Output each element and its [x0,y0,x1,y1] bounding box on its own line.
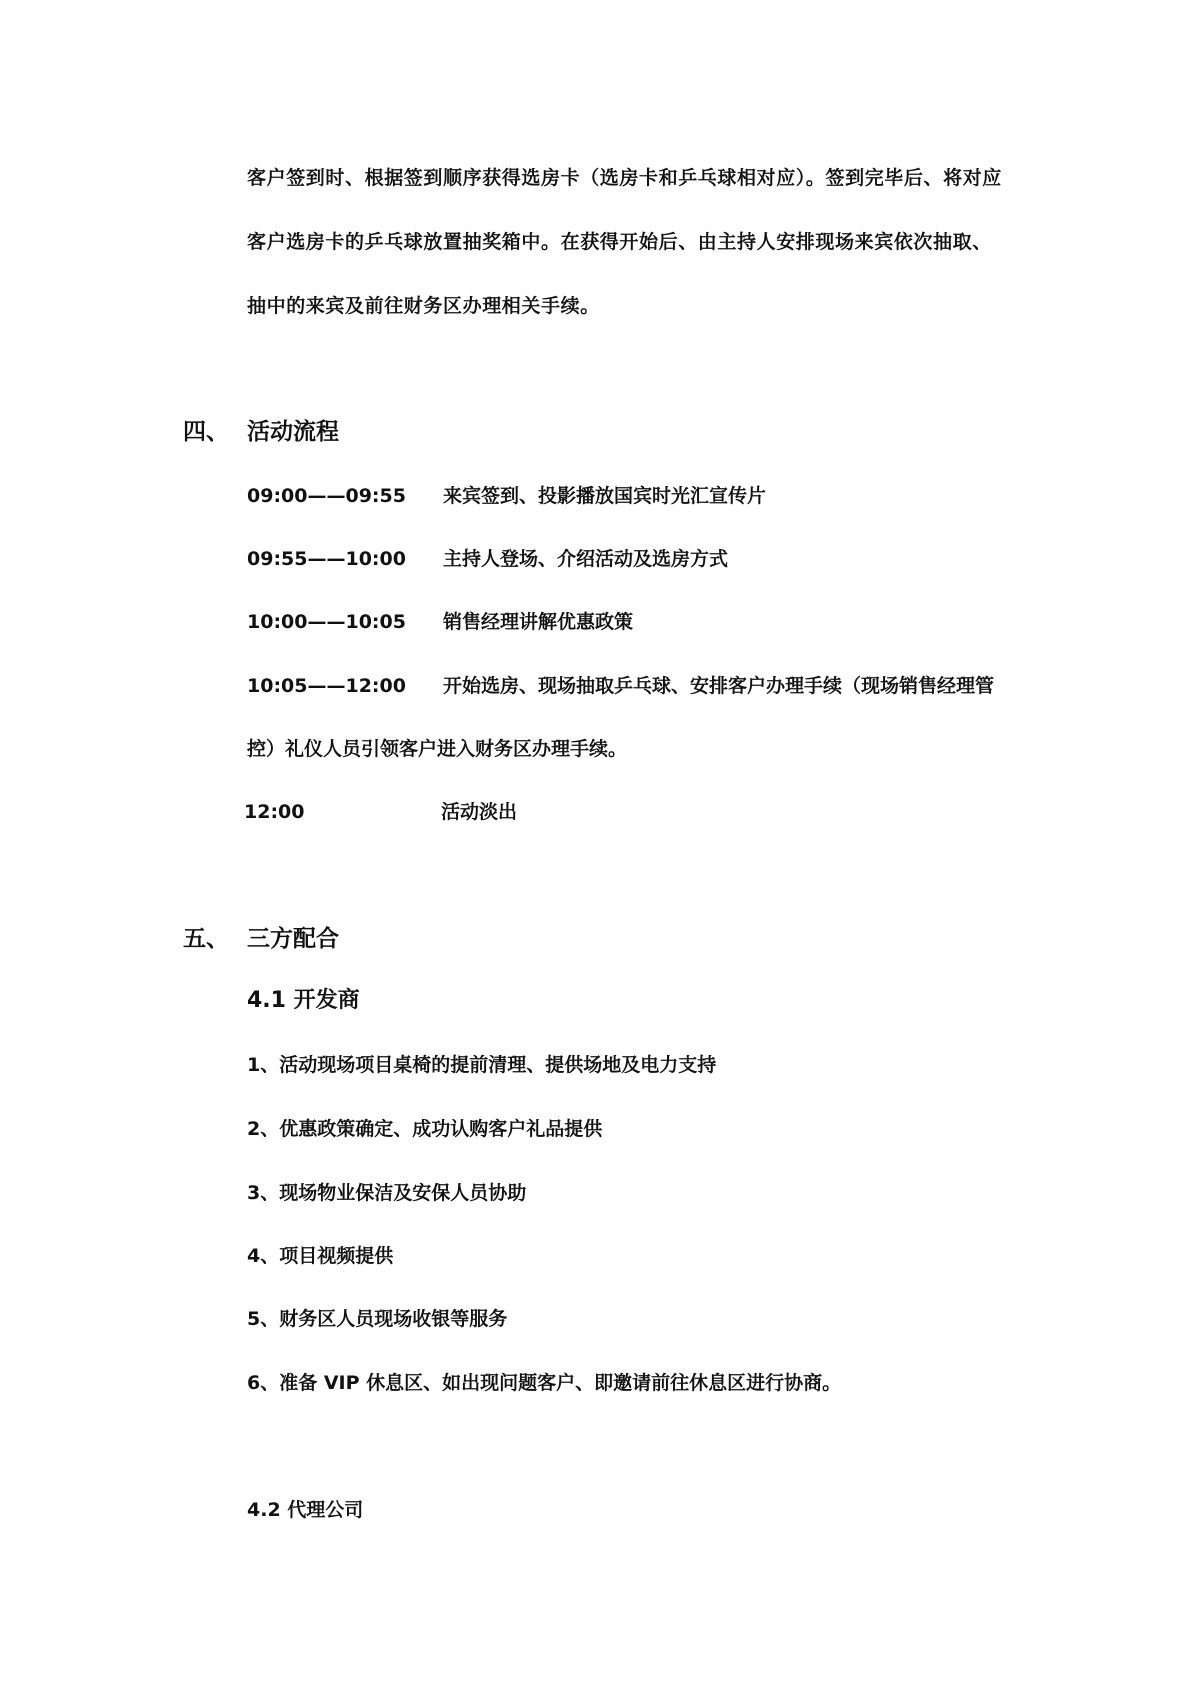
schedule-desc: 开始选房、现场抽取乒乓球、安排客户办理手续（现场销售经理管 [443,675,995,697]
schedule-desc: 主持人登场、介绍活动及选房方式 [443,548,729,570]
list-item: 4、项目视频提供 [247,1245,394,1267]
list-item: 1、活动现场项目桌椅的提前清理、提供场地及电力支持 [247,1054,717,1076]
section-5-number: 五、 [183,926,229,952]
schedule-time: 12:00 [244,801,305,823]
schedule-desc: 销售经理讲解优惠政策 [443,611,634,633]
subsection-4-1-title: 4.1 开发商 [247,988,360,1013]
list-item: 2、优惠政策确定、成功认购客户礼品提供 [247,1118,603,1140]
section-4-title: 活动流程 [247,419,339,445]
schedule-time: 10:05——12:00 [247,675,406,697]
intro-line-1: 客户签到时、根据签到顺序获得选房卡（选房卡和乒乓球相对应）。签到完毕后、将对应 [247,167,1002,189]
schedule-time: 09:00——09:55 [247,485,406,507]
list-item: 3、现场物业保洁及安保人员协助 [247,1182,527,1204]
schedule-time: 09:55——10:00 [247,548,406,570]
section-5-title: 三方配合 [247,926,339,952]
intro-line-2: 客户选房卡的乒乓球放置抽奖箱中。在获得开始后、由主持人安排现场来宾依次抽取、 [247,231,992,253]
list-item: 6、准备 VIP 休息区、如出现问题客户、即邀请前往休息区进行协商。 [247,1372,842,1394]
schedule-desc: 活动淡出 [441,801,518,823]
subsection-4-2-title: 4.2 代理公司 [247,1499,364,1521]
intro-line-3: 抽中的来宾及前往财务区办理相关手续。 [247,295,600,317]
section-4-number: 四、 [183,419,229,445]
schedule-desc: 来宾签到、投影播放国宾时光汇宣传片 [443,485,767,507]
schedule-time: 10:00——10:05 [247,611,406,633]
list-item: 5、财务区人员现场收银等服务 [247,1308,508,1330]
schedule-continuation: 控）礼仪人员引领客户进入财务区办理手续。 [247,738,628,760]
